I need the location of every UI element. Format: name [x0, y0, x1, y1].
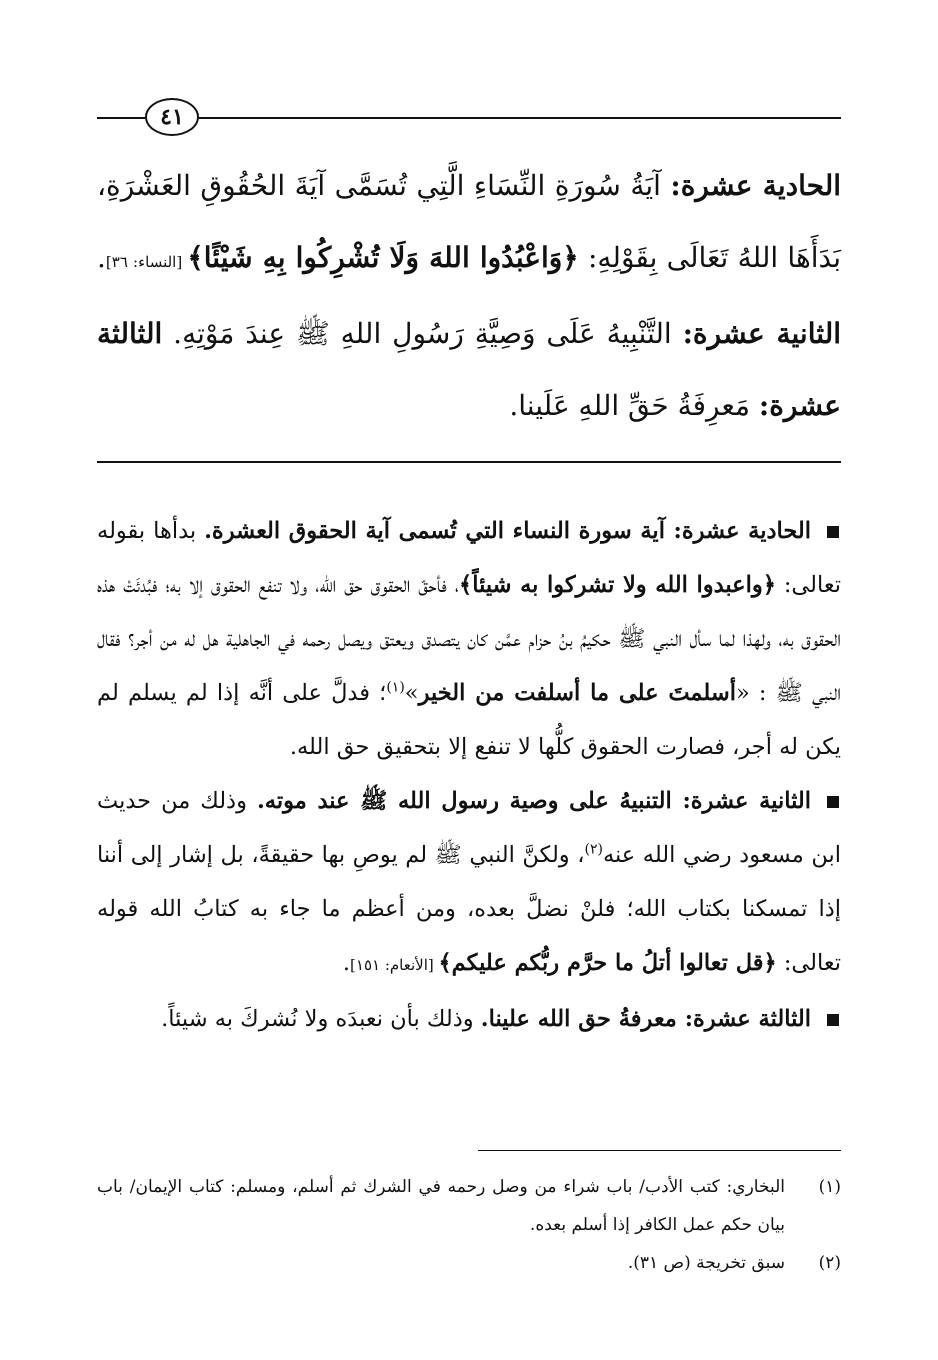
- sharh-paragraph-12: [97, 774, 841, 992]
- footnote-rule: [478, 1150, 841, 1151]
- sharh-text: بدأها بقوله تعالى:: [97, 518, 841, 598]
- matn-quran-ref: [النساء: ٣٦]: [105, 253, 188, 271]
- sharh-paragraph-13: [97, 992, 841, 1046]
- footnote-number: (٢): [818, 1253, 841, 1273]
- sharh-text: »: [404, 680, 419, 706]
- section-divider: [97, 461, 841, 463]
- footnote-marker[interactable]: (٢): [584, 841, 603, 858]
- bullet-icon: [827, 796, 839, 808]
- sharh-text: [97, 504, 841, 1046]
- footnote-marker[interactable]: (١): [386, 679, 405, 696]
- sharh-text: ، فأحقّ الحقوق حق الله، ولا تنفع الحقوق إلا به؛ فبُدئَتْ هذه الحقوق به، ولهذا لما سأل النبي ﷺ حكيمُ بنُ حزام عمَّن كان يتصدق ويعتق ويصل رحمه في الجاهلية هل له من أجر؟ فقال النبي ﷺ : «: [97, 572, 841, 706]
- matn-text: [97, 150, 841, 442]
- sharh-quran-quote: ﴿واعبدوا الله ولا تشركوا به شيئاً﴾: [459, 572, 776, 598]
- sharh-hadith: أسلمتَ على ما أسلفت من الخير: [418, 680, 736, 706]
- sharh-quran-quote: ﴿قل تعالوا أتلُ ما حرَّم ربُّكم عليكم﴾: [438, 950, 777, 976]
- footnote-text: سبق تخريجة (ص ٣١).: [627, 1253, 785, 1273]
- matn-heading-13: الثالثة عشرة:: [97, 317, 841, 422]
- sharh-text: ، ولكنَّ النبي ﷺ لم يوصِ بها حقيقةً، بل إشار إلى أننا إذا تمسكنا بكتاب الله؛ فلنْ نضلَّ بعده، ومن أعظم ما جاء به كتابُ الله قوله تعالى:: [97, 842, 841, 976]
- footnote: [97, 1244, 841, 1282]
- footnote-number: (١): [818, 1177, 841, 1197]
- matn-heading-11: الحادية عشرة:: [670, 169, 841, 202]
- sharh-paragraph-11: [97, 504, 841, 774]
- matn-text-11: آيَةُ سُورَةِ النِّسَاءِ الَّتِي تُسَمَّى آيَةَ الحُقُوقِ العَشْرَةِ، بَدَأَهَا اللهُ تَعَالَى بِقَوْلِهِ:: [97, 169, 841, 274]
- sharh-text: وذلك من حديث ابن مسعود رضي الله عنه: [97, 788, 841, 868]
- footnote-text: البخاري: كتب الأدب/ باب شراء من وصل رحمه في الشرك ثم أسلم، ومسلم: كتاب الإيمان/ باب بيان حكم عمل الكافر إذا أسلم بعده.: [97, 1177, 785, 1235]
- sharh-text: .: [342, 950, 351, 976]
- footnote: [97, 1168, 841, 1244]
- matn-punct: .: [97, 241, 106, 274]
- matn-quran-quote: ﴿وَاعْبُدُوا اللهَ وَلَا تُشْرِكُوا بِهِ شَيْئًا﴾: [187, 241, 579, 274]
- matn-heading-12: الثانية عشرة:: [682, 317, 842, 350]
- sharh-heading-13: الثالثة عشرة: معرفةُ حق الله علينا.: [480, 1006, 811, 1032]
- page-number: ٤١: [145, 98, 199, 136]
- header-rule-left: [97, 117, 145, 119]
- sharh-heading-11: الحادية عشرة: آية سورة النساء التي تُسمى آية الحقوق العشرة.: [204, 518, 811, 544]
- bullet-icon: [827, 526, 839, 538]
- matn-text-13: مَعرِفَةُ حَقِّ اللهِ عَلَينا.: [509, 389, 759, 422]
- matn-text-12: التَّنْبِيهُ عَلَى وَصِيَّةِ رَسُولِ اللهِ ﷺ عِندَ مَوْتِهِ.: [162, 317, 683, 350]
- sharh-text: وذلك بأن نعبدَه ولا نُشركَ به شيئاً.: [161, 1006, 481, 1032]
- bullet-icon: [827, 1014, 839, 1026]
- sharh-heading-12: الثانية عشرة: التنبيهُ على وصية رسول الله ﷺ عند موته.: [256, 788, 811, 814]
- header-rule-right: [199, 117, 841, 119]
- sharh-quran-ref: [الأنعام: ١٥١]: [350, 956, 439, 974]
- footnotes: [97, 1168, 841, 1282]
- sharh-text: ؛ فدلَّ على أنَّه إذا لم يسلم لم يكن له أجر، فصارت الحقوق كلُّها لا تنفع إلا بتحقيق حق الله.: [97, 680, 841, 760]
